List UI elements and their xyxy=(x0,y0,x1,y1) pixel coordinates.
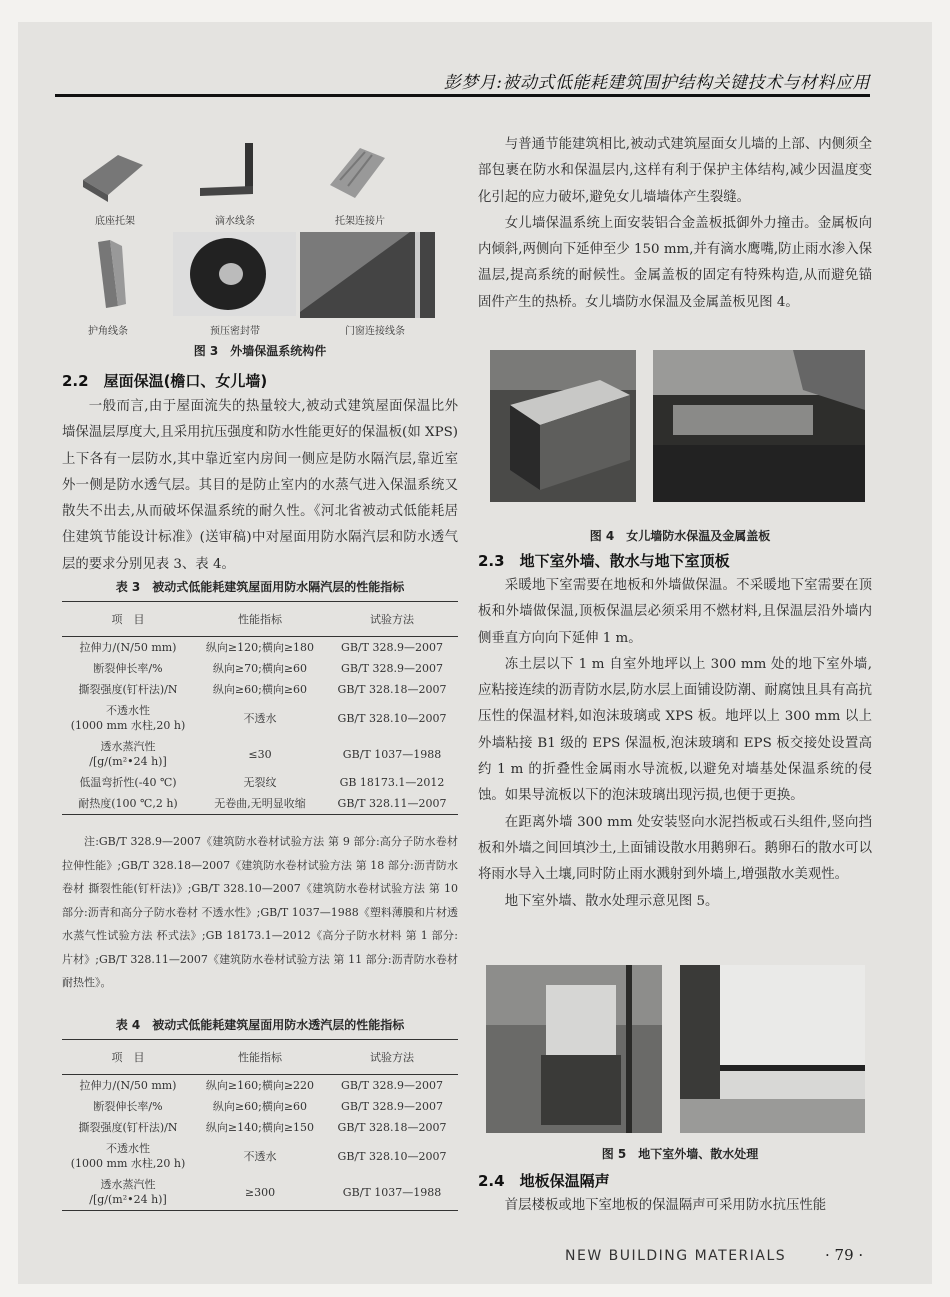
fig3-label: 底座托架 xyxy=(95,216,135,227)
paragraph: 与普通节能建筑相比,被动式建筑屋面女儿墙的上部、内侧须全部包裹在防水和保温层内,这样有利于保护主体结构,减少因温度变化引起的应力破坏,避免女儿墙墙体产生裂缝。 xyxy=(478,137,872,205)
table-cell: GB/T 1037—1988 xyxy=(326,1174,458,1211)
table-4-grid xyxy=(62,1039,458,1211)
table-row xyxy=(62,1075,458,1097)
table-cell: ≥300 xyxy=(194,1174,326,1211)
table-row xyxy=(62,736,458,772)
fig3-label: 护角线条 xyxy=(88,326,128,337)
paragraph: 地下室外墙、散水处理示意见图 5。 xyxy=(504,893,719,909)
col-header: 项 目 xyxy=(62,602,194,637)
table-cell: GB/T 328.9—2007 xyxy=(341,641,443,654)
table-cell: 不透水性 (1000 mm 水柱,20 h) xyxy=(70,1142,186,1170)
table-cell: 耐热度(100 ℃,2 h) xyxy=(62,793,194,815)
table-cell: 无裂纹 xyxy=(243,776,277,789)
table-cell: GB/T 328.18—2007 xyxy=(337,1121,447,1134)
table-row xyxy=(62,700,458,736)
table-row xyxy=(62,1174,458,1211)
table-row xyxy=(62,679,458,700)
col-header: 项 目 xyxy=(62,1040,194,1075)
section-2-3-title: 2.3 地下室外墙、散水与地下室顶板 xyxy=(478,552,730,570)
fig3-photo-window-strip xyxy=(300,232,435,318)
right-column-top xyxy=(478,132,872,316)
table-cell: 拉伸力/(N/50 mm) xyxy=(79,641,177,654)
table-cell: 不透水性 (1000 mm 水柱,20 h) xyxy=(70,704,186,732)
paragraph: 冻土层以下 1 m 自室外地坪以上 300 mm 处的地下室外墙,应粘接连续的沥青防水层,防水层上面铺设防潮、耐腐蚀且具有高抗压性的保温材料,如泡沫玻璃或 XPS 板。地坪以上 300 mm 以上外墙粘接 B1 级的 EPS 保温板,泡沫玻璃和 EPS 板交接处设置高约 1 m 的折叠性金属雨水导流板,以避免对墙基处保温系统的侵蚀。如果导流板以下的泡沫玻璃出现污损,也便于更换。 xyxy=(478,656,872,804)
paragraph: 在距离外墙 300 mm 处安装竖向水泥挡板或石头组件,竖向挡板和外墙之间回填沙土,上面铺设散水用鹅卵石。鹅卵石的散水可以将雨水导入土壤,同时防止雨水溅射到外墙上,增强散水美观性。 xyxy=(478,814,872,883)
table-cell: GB/T 328.10—2007 xyxy=(337,711,447,725)
table-cell: 撕裂强度(钉杆法)/N xyxy=(78,683,178,696)
col-header: 试验方法 xyxy=(326,602,458,637)
table-cell: ≤30 xyxy=(248,747,272,761)
table-row xyxy=(62,658,458,679)
table-cell: 不透水 xyxy=(243,1149,277,1163)
table-cell: GB/T 328.11—2007 xyxy=(326,793,458,815)
section-2-4-body xyxy=(478,1193,872,1219)
section-2-2-title: 2.2 屋面保温(檐口、女儿墙) xyxy=(62,372,268,390)
table-cell: 断裂伸长率/% xyxy=(93,1100,163,1113)
page-number: · 79 · xyxy=(825,1246,864,1264)
header-rule xyxy=(55,94,870,97)
table-cell: 纵向≥70;横向≥60 xyxy=(212,662,308,675)
table-cell: 纵向≥160;横向≥220 xyxy=(205,1079,315,1092)
table-3 xyxy=(62,578,458,815)
table-cell: 纵向≥140;横向≥150 xyxy=(205,1121,315,1134)
table-row xyxy=(62,772,458,793)
running-header: 彭梦月:被动式低能耗建筑围护结构关键技术与材料应用 xyxy=(443,73,870,93)
fig3-photo-base-bracket xyxy=(78,140,148,205)
fig5-photo-left xyxy=(486,965,662,1133)
table-3-grid xyxy=(62,601,458,815)
fig3-label: 滴水线条 xyxy=(215,216,255,227)
fig3-label: 门窗连接线条 xyxy=(345,326,405,337)
table-cell: 纵向≥120;横向≥180 xyxy=(205,641,315,654)
table-cell: GB/T 328.18—2007 xyxy=(337,683,447,696)
table-cell: 纵向≥60;横向≥60 xyxy=(212,1100,308,1113)
table-cell: 不透水 xyxy=(243,711,277,725)
fig3-photo-drip-strip xyxy=(195,138,270,206)
fig3-label: 预压密封带 xyxy=(210,326,260,337)
table-cell: GB/T 328.9—2007 xyxy=(341,662,443,675)
fig4-photo-right xyxy=(653,350,865,502)
fig4-photo-left xyxy=(490,350,636,502)
table-4 xyxy=(62,1016,458,1211)
table-cell: 无卷曲,无明显收缩 xyxy=(194,793,326,815)
table-cell: 拉伸力/(N/50 mm) xyxy=(79,1079,177,1092)
table-cell: 撕裂强度(钉杆法)/N xyxy=(78,1121,178,1134)
section-2-3-body xyxy=(478,573,872,915)
fig3-photo-bracket-plate xyxy=(320,140,390,202)
paragraph: 一般而言,由于屋面流失的热量较大,被动式建筑屋面保温比外墙保温层厚度大,且采用抗压强度和防水性能更好的保温板(如 XPS)上下各有一层防水,其中靠近室内房间一侧应是防水隔汽层,靠近室外一侧是防水透气层。其目的是防止室内的水蒸气进入保温系统又散失不出去,从而破坏保温系统的耐久性。《河北省被动式低能耗居住建筑节能设计标准》(送审稿)中对屋面用防水隔汽层和防水透气层的要求分别见表 3、表 4。 xyxy=(62,399,458,572)
table-cell: 低温弯折性(-40 ℃) xyxy=(79,776,177,789)
section-2-2-body xyxy=(62,394,458,578)
table-3-note: 注:GB/T 328.9—2007《建筑防水卷材试验方法 第 9 部分:高分子防水卷材 拉伸性能》;GB/T 328.18—2007《建筑防水卷材试验方法 第 18 部分:沥青防水卷材 撕裂性能(钉杆法)》;GB/T 328.10—2007《建筑防水卷材试验方法 第 10 部分:沥青和高分子防水卷材 不透水性》;GB/T 1037—1988《塑料薄膜和片材透水蒸气性试验方法 杯式法》;GB 18173.1—2012《高分子防水材料 第 1 部分:片材》;GB/T 328.11—2007《建筑防水卷材试验方法 第 11 部分:沥青防水卷材 耐热性》。 xyxy=(62,835,458,989)
table-cell: GB/T 1037—1988 xyxy=(342,747,442,761)
col-header: 试验方法 xyxy=(326,1040,458,1075)
fig3-caption: 图 3 外墙保温系统构件 xyxy=(193,344,327,358)
table-row xyxy=(62,637,458,659)
paragraph: 女儿墙保温系统上面安装铝合金盖板抵御外力撞击。金属板向内倾斜,两侧向下延伸至少 150 mm,并有滴水鹰嘴,防止雨水渗入保温层,提高系统的耐候性。金属盖板的固定有特殊构造,从而避免锚固件产生的热桥。女儿墙防水保温及金属盖板见图 4。 xyxy=(478,215,872,310)
fig3-label: 托架连接片 xyxy=(335,216,385,227)
table-row xyxy=(62,793,458,815)
table-cell: 断裂伸长率/% xyxy=(93,662,163,675)
table-row xyxy=(62,1117,458,1138)
fig5-photo-right xyxy=(680,965,865,1133)
table-cell: 透水蒸汽性 /[g/(m²•24 h)] xyxy=(62,1174,194,1211)
table-4-caption: 表 4 被动式低能耗建筑屋面用防水透汽层的性能指标 xyxy=(115,1018,405,1032)
fig5-caption: 图 5 地下室外墙、散水处理 xyxy=(601,1147,759,1161)
fig4-caption: 图 4 女儿墙防水保温及金属盖板 xyxy=(589,529,771,543)
col-header: 性能指标 xyxy=(194,602,326,637)
table-row xyxy=(62,1138,458,1174)
fig3-photo-corner-strip xyxy=(88,238,128,310)
table-cell: GB/T 328.9—2007 xyxy=(341,1079,443,1092)
paragraph: 首层楼板或地下室地板的保温隔声可采用防水抗压性能 xyxy=(504,1198,827,1213)
section-2-4-title: 2.4 地板保温隔声 xyxy=(478,1172,610,1190)
fig3-photo-seal-tape xyxy=(173,232,296,316)
journal-name: NEW BUILDING MATERIALS xyxy=(565,1248,787,1264)
table-cell: GB/T 328.9—2007 xyxy=(341,1100,443,1113)
table-3-caption: 表 3 被动式低能耗建筑屋面用防水隔汽层的性能指标 xyxy=(115,580,405,594)
paragraph: 采暖地下室需要在地板和外墙做保温。不采暖地下室需要在顶板和外墙做保温,顶板保温层必须采用不燃材料,且保温层沿外墙内侧垂直方向向下延伸 1 m。 xyxy=(478,578,872,646)
col-header: 性能指标 xyxy=(194,1040,326,1075)
table-row xyxy=(62,1096,458,1117)
table-cell: GB/T 328.10—2007 xyxy=(337,1149,447,1163)
table-cell: 纵向≥60;横向≥60 xyxy=(212,683,308,696)
table-cell: 透水蒸汽性 /[g/(m²•24 h)] xyxy=(89,740,167,768)
table-cell: GB 18173.1—2012 xyxy=(339,776,445,789)
